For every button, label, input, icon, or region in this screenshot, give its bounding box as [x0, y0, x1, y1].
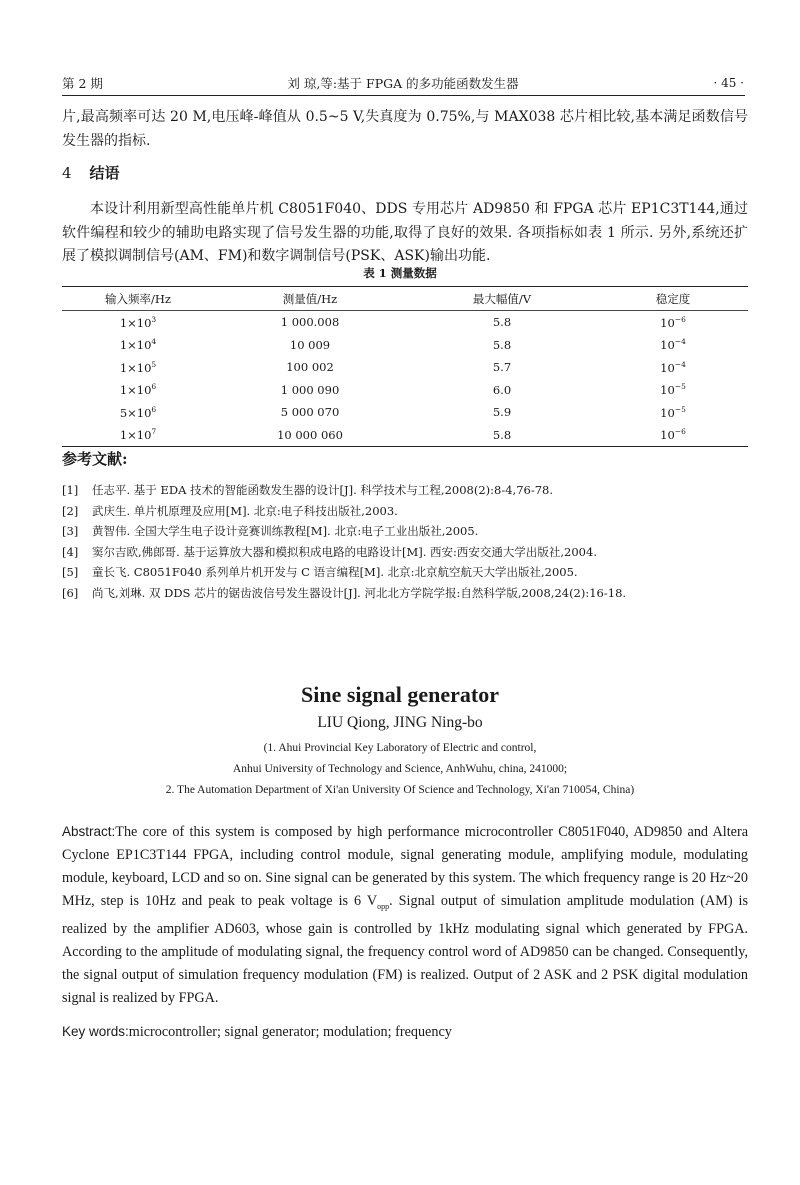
affiliation-line: Anhui University of Technology and Science, AnhWuhu, china, 241000;: [232, 763, 568, 775]
references-heading: 参考文献:: [62, 450, 128, 468]
reference-item: [5] 童长飞. C8051F040 系列单片机开发与 C 语言编程[M]. 北京:北京航空航天大学出版社,2005.: [62, 565, 578, 579]
affiliation-line: (1. Ahui Provincial Key Laboratory of Electric and control,: [263, 742, 537, 754]
section-title: 结语: [89, 164, 120, 182]
english-authors: LIU Qiong, JING Ning-bo: [317, 714, 483, 731]
stability-cell: $10^{-5}$: [660, 382, 686, 398]
column-header: 测量值/Hz: [214, 287, 406, 311]
max-amplitude-cell: 6.0: [492, 382, 512, 397]
conclusion-paragraph: 本设计利用新型高性能单片机 C8051F040、DDS 专用芯片 AD9850 和 FPGA 芯片 EP1C3T144,通过软件编程和较少的辅助电路实现了信号发生器的功能,取得了良好的效果. 各项指标如表 1 所示. 另外,系统还扩展了模拟调制信号(AM、FM)和数字调制信号(PSK、ASK)输出功能.: [62, 201, 748, 264]
table-caption: 表 1 测量数据: [363, 266, 437, 280]
issue-number: 第 2 期: [62, 76, 103, 91]
table-row: [62, 311, 748, 334]
input-frequency-cell: $1\times 10^4$: [119, 337, 157, 353]
english-title: Sine signal generator: [301, 682, 499, 707]
section-heading: [62, 162, 120, 183]
reference-list: [62, 480, 752, 603]
keywords-text: microcontroller; signal generator; modulation; frequency: [128, 1024, 452, 1040]
table-header-row: [62, 287, 748, 311]
input-frequency-cell: $1\times 10^7$: [62, 424, 214, 447]
abstract-label: Abstract:: [62, 824, 116, 839]
input-frequency-cell: $5\times 10^6$: [119, 404, 157, 420]
running-header: [62, 72, 744, 92]
table-row: [62, 424, 748, 447]
stability-cell: $10^{-6}$: [660, 314, 686, 330]
body-paragraph: 片,最高频率可达 20 M,电压峰-峰值从 0.5~5 V,失真度为 0.75%,与 MAX038 芯片相比较,基本满足函数信号发生器的指标.: [62, 109, 748, 149]
measured-value-cell: 10 000 060: [214, 424, 406, 447]
measured-value-cell: 5 000 070: [280, 405, 340, 420]
input-frequency-cell: $1\times 10^5$: [119, 359, 157, 375]
input-frequency-cell: $1\times 10^6$: [119, 382, 157, 398]
stability-cell: $10^{-5}$: [660, 404, 686, 420]
section-number: 4: [62, 164, 72, 182]
measured-value-cell: 1 000 090: [280, 382, 340, 397]
measurement-table: [62, 286, 748, 447]
header-rule: [62, 95, 745, 96]
column-header: 稳定度: [598, 287, 748, 311]
measured-value-cell: 10 009: [289, 337, 331, 352]
max-amplitude-cell: 5.7: [492, 360, 512, 375]
reference-item: [4] 窦尔吉欧,佛郎哥. 基于运算放大器和模拟积成电路的电路设计[M]. 西安:西安交通大学出版社,2004.: [62, 544, 597, 559]
max-amplitude-cell: 5.8: [492, 315, 512, 330]
stability-cell: $10^{-6}$: [598, 424, 748, 447]
table-row: [62, 334, 748, 357]
reference-item: [6] 尚飞,刘琳. 双 DDS 芯片的锯齿波信号发生器设计[J]. 河北北方学院学报:自然科学版,2008,24(2):16-18.: [62, 585, 627, 600]
measured-value-cell: 100 002: [286, 360, 334, 375]
max-amplitude-cell: 5.8: [492, 337, 512, 352]
table-row: [62, 356, 748, 379]
keywords-label: Key words:: [62, 1024, 129, 1039]
abstract-text-cont: . Signal output of simulation amplitude modulation (AM) is realized by the amplifier AD603, whose gain is controlled by 1kHz modulating signal which generated by FPGA. According to the amplitude of modulating signal, the frequency control word of AD9850 can be changed. Consequently, the signal output of simulation frequency modulation (FM) is realized. Output of 2 ASK and 2 PSK digital modulation signal is realized by FPGA.: [62, 893, 749, 1006]
measured-value-cell: 1 000.008: [280, 315, 340, 330]
abstract-subscript: opp: [377, 901, 390, 911]
max-amplitude-cell: 5.8: [406, 424, 598, 447]
max-amplitude-cell: 5.9: [492, 405, 512, 420]
input-frequency-cell: $1\times 10^3$: [119, 314, 157, 330]
abstract: [62, 820, 748, 1010]
table-row: [62, 401, 748, 424]
reference-item: [1] 任志平. 基于 EDA 技术的智能函数发生器的设计[J]. 科学技术与工程,2008(2):8-4,76-78.: [62, 483, 554, 497]
abstract-text: The core of this system is composed by high performance microcontroller C8051F040, AD9850 and Altera Cyclone EP1C3T144 FPGA, including control module, signal generating module, amplifying module, modulating module, keyboard, LCD and so on. Sine signal can be generated by this system. The which frequency range is 20 Hz~20 MHz, step is 10Hz and peak to peak voltage is 6 V: [62, 824, 748, 909]
stability-cell: $10^{-4}$: [660, 337, 686, 353]
keywords: [62, 1024, 748, 1041]
reference-item: [3] 黄智伟. 全国大学生电子设计竞赛训练教程[M]. 北京:电子工业出版社,2005.: [62, 524, 479, 538]
page-number: · 45 ·: [713, 76, 744, 90]
column-header: 输入频率/Hz: [62, 287, 214, 311]
column-header: 最大幅值/V: [406, 287, 598, 311]
affiliation-line: 2. The Automation Department of Xi'an University Of Science and Technology, Xi'an 710054, China): [165, 784, 635, 796]
stability-cell: $10^{-4}$: [660, 359, 686, 375]
running-title: 刘 琼,等:基于 FPGA 的多功能函数发生器: [287, 76, 519, 91]
table-row: [62, 379, 748, 402]
reference-item: [2] 武庆生. 单片机原理及应用[M]. 北京:电子科技出版社,2003.: [62, 503, 398, 518]
